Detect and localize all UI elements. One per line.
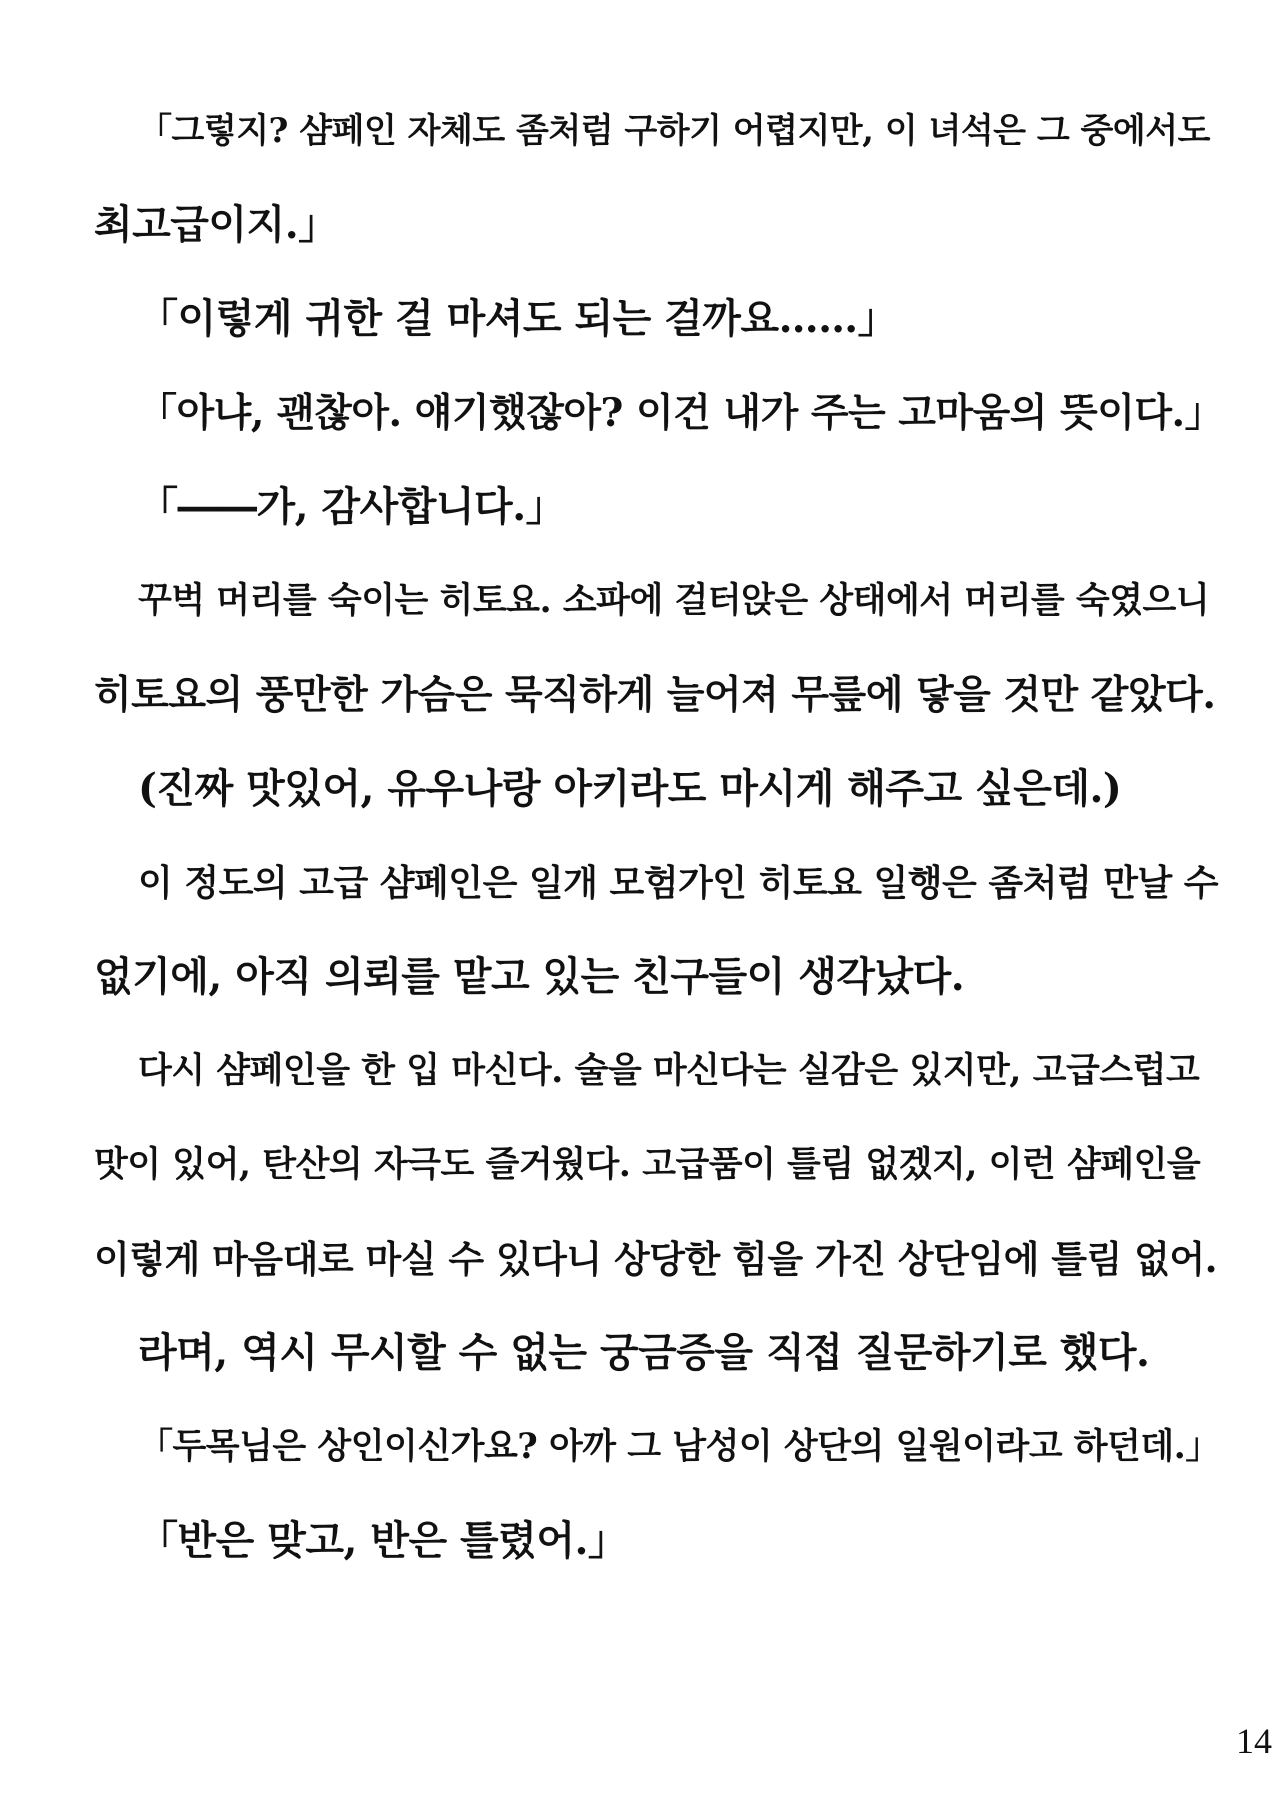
text-line: 「두목님은 상인이신가요? 아까 그 남성이 상단의 일원이라고 하던데.」	[138, 1426, 1220, 1467]
text-line: 「아냐, 괜찮아. 얘기했잖아? 이건 내가 주는 고마움의 뜻이다.」	[138, 390, 1224, 436]
text-line: 맛이 있어, 탄산의 자극도 즐거웠다. 고급품이 틀림 없겠지, 이런 샴페인을	[94, 1144, 1201, 1185]
text-line: 「――가, 감사합니다.」	[138, 483, 566, 530]
text-line: 라며, 역시 무시할 수 없는 궁금증을 직접 질문하기로 했다.	[138, 1329, 1150, 1376]
text-line: 이 정도의 고급 샴페인은 일개 모험가인 히토요 일행은 좀처럼 만날 수	[138, 862, 1219, 904]
text-body	[94, 104, 1224, 1608]
text-line: 없기에, 아직 의뢰를 맡고 있는 친구들이 생각났다.	[94, 953, 965, 1000]
text-line: 꾸벅 머리를 숙이는 히토요. 소파에 걸터앉은 상태에서 머리를 숙였으니	[138, 580, 1210, 621]
page-number: 14	[1236, 1721, 1272, 1761]
text-line: 다시 샴페인을 한 입 마신다. 술을 마신다는 실감은 있지만, 고급스럽고	[138, 1050, 1200, 1091]
text-line: 「반은 맞고, 반은 틀렸어.」	[138, 1517, 628, 1564]
text-line: 히토요의 풍만한 가슴은 묵직하게 늘어져 무릎에 닿을 것만 같았다.	[94, 672, 1216, 718]
text-line: 이렇게 마음대로 마실 수 있다니 상당한 힘을 가진 상단임에 틀림 없어.	[94, 1237, 1217, 1281]
text-line: 최고급이지.」	[94, 201, 338, 248]
text-line: (진짜 맛있어, 유우나랑 아키라도 마시게 해주고 싶은데.)	[138, 765, 1122, 812]
text-line: 「이렇게 귀한 걸 마셔도 되는 걸까요……」	[138, 295, 898, 342]
text-line: 「그렇지? 샴페인 자체도 좀처럼 구하기 어렵지만, 이 녀석은 그 중에서도	[138, 111, 1210, 151]
